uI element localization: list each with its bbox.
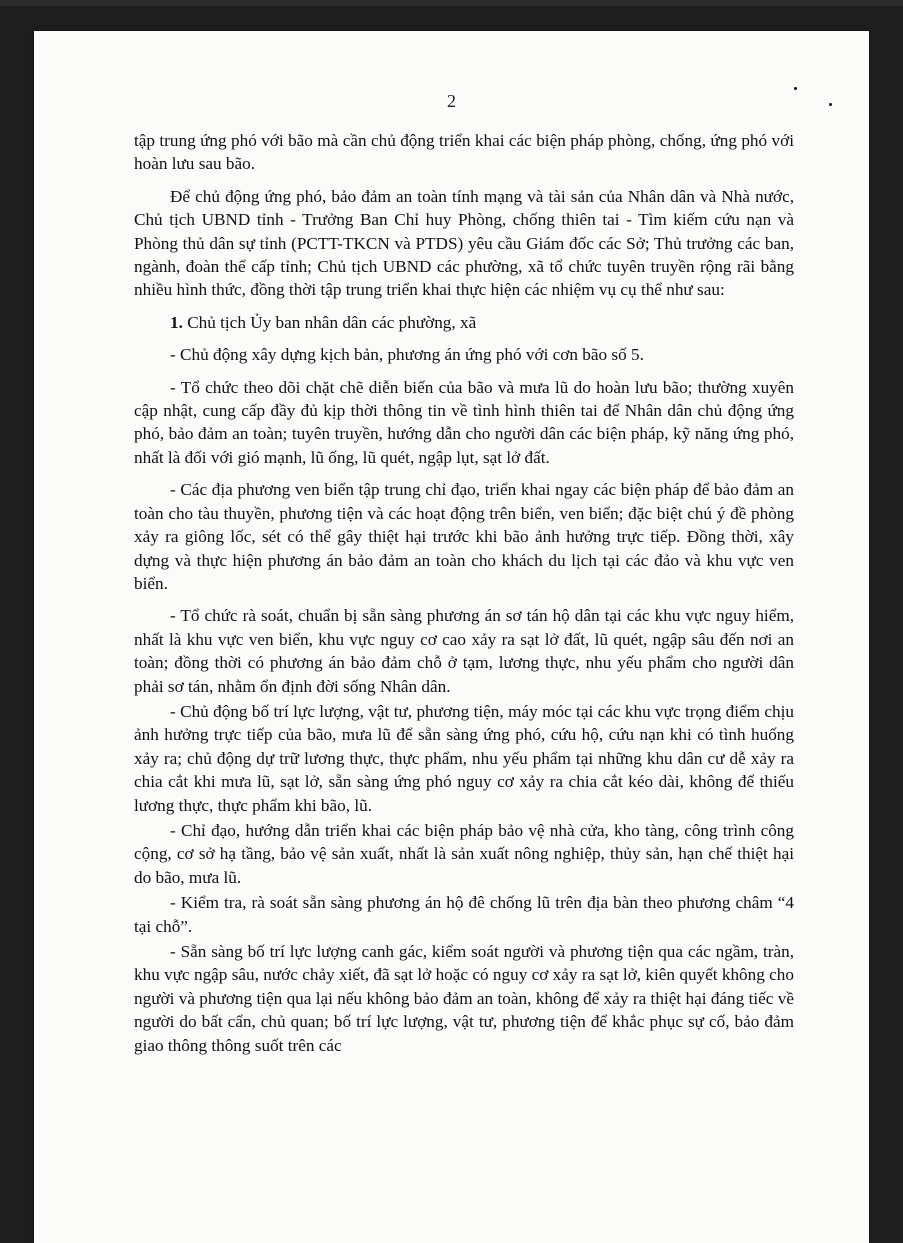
paragraph: - Tổ chức rà soát, chuẩn bị sẵn sàng phương án sơ tán hộ dân tại các khu vực nguy hiểm, nhất là khu vực ven biển, khu vực nguy cơ cao xảy ra sạt lở đất, lũ quét, ngập sâu đến nơi an toàn; đồng thời có phương án bảo đảm chỗ ở tạm, lương thực, nhu yếu phẩm cho người dân phải sơ tán, nhằm ổn định đời sống Nhân dân. [134,606,794,696]
paragraph: - Chủ động bố trí lực lượng, vật tư, phương tiện, máy móc tại các khu vực trọng điểm chịu ảnh hưởng trực tiếp của bão, mưa lũ để sẵn sàng ứng phó, cứu hộ, cứu nạn khi có tình huống xảy ra; chủ động dự trữ lương thực, thực phẩm, nhu yếu phẩm tại những khu dân cư dễ xảy ra chia cắt khi mưa lũ, sạt lở, sẵn sàng ứng phó nguy cơ xảy ra chia cắt kéo dài, không để thiếu lương thực, thực phẩm khi bão, lũ. [134,701,794,815]
document-body [134,129,794,1059]
scan-speck [829,103,832,106]
paragraph: - Chủ động xây dựng kịch bản, phương án ứng phó với cơn bão số 5. [170,345,644,365]
section-number: 1. [170,312,183,332]
paragraph: - Sẵn sàng bố trí lực lượng canh gác, kiểm soát người và phương tiện qua các ngầm, tràn, khu vực ngập sâu, nước chảy xiết, đã sạt lở hoặc có nguy cơ xảy ra sạt lở, kiên quyết không cho người và phương tiện qua lại nếu không bảo đảm an toàn, không để xảy ra thiệt hại đáng tiếc về người do bất cẩn, chủ quan; bố trí lực lượng, vật tư, phương tiện để khắc phục sự cố, bảo đảm giao thông thông suốt trên các [134,942,794,1055]
section-heading [134,311,794,334]
paragraph: - Chỉ đạo, hướng dẫn triển khai các biện pháp bảo vệ nhà cửa, kho tàng, công trình công cộng, cơ sở hạ tầng, bảo vệ sản xuất, nhất là sản xuất nông nghiệp, thủy sản, hạn chế thiệt hại do bão, mưa lũ. [134,820,794,887]
paragraph: - Kiểm tra, rà soát sẵn sàng phương án hộ đê chống lũ trên địa bàn theo phương châm “4 tại chỗ”. [134,893,794,936]
section-title: Chủ tịch Ủy ban nhân dân các phường, xã [182,312,477,332]
paragraph: - Tổ chức theo dõi chặt chẽ diễn biến của bão và mưa lũ do hoàn lưu bão; thường xuyên cập nhật, cung cấp đầy đủ kịp thời thông tin về tình hình thiên tai để Nhân dân chủ động ứng phó, bảo đảm an toàn; tuyên truyền, hướng dẫn cho người dân các biện pháp, kỹ năng ứng phó, nhất là đối với gió mạnh, lũ ống, lũ quét, ngập lụt, sạt lở đất. [134,377,794,467]
paragraph: - Các địa phương ven biển tập trung chỉ đạo, triển khai ngay các biện pháp để bảo đảm an toàn cho tàu thuyền, phương tiện và các hoạt động trên biển, ven biển; đặc biệt chú ý đề phòng xảy ra giông lốc, sét có thể gây thiệt hại trước khi bão ảnh hưởng trực tiếp. Đồng thời, xây dựng và thực hiện phương án bảo đảm an toàn cho khách du lịch tại các đảo và khu vực ven biển. [134,480,794,593]
paragraph: Để chủ động ứng phó, bảo đảm an toàn tính mạng và tài sản của Nhân dân và Nhà nước, Chủ tịch UBND tỉnh - Trưởng Ban Chỉ huy Phòng, chống thiên tai - Tìm kiếm cứu nạn và Phòng thủ dân sự tỉnh (PCTT-TKCN và PTDS) yêu cầu Giám đốc các Sở; Thủ trưởng các ban, ngành, đoàn thể cấp tỉnh; Chủ tịch UBND các phường, xã tổ chức tuyên truyền rộng rãi bằng nhiều hình thức, đồng thời tập trung triển khai thực hiện các nhiệm vụ cụ thể như sau: [134,186,794,300]
document-page [34,31,869,1243]
scan-speck [794,87,797,90]
page-number: 2 [447,91,456,111]
paragraph: tập trung ứng phó với bão mà cần chủ động triển khai các biện pháp phòng, chống, ứng phó với hoàn lưu sau bão. [134,131,794,174]
window-top-bar [0,0,903,6]
